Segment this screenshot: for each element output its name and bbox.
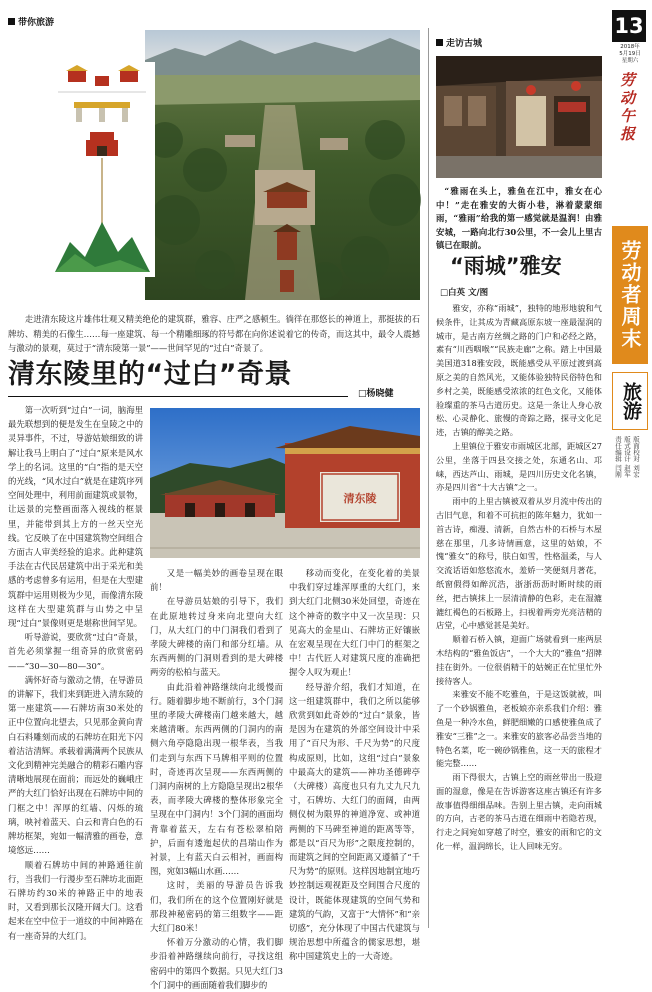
aerial-photo-tombs [145,30,420,300]
column-name-banner: 劳动者周末 [612,226,648,364]
paragraph: 怀着万分激动的心情，我们脚步沿着神路继续向前行，寻找这组密码中的第四个数据。只见大红门3个门洞中的画面随着我们脚步的 [150,937,283,990]
paper-name-logo: 劳动午报 [618,72,636,144]
category-tag: 旅游 [612,372,648,430]
svg-text:清东陵: 清东陵 [343,492,377,505]
inset-diagram-gate [50,62,155,277]
paragraph: 上里镇位于雅安市雨城区北部，距城区27公里，坐落于四县交接之处，东通名山、邛崃，西达芦山、雨城，是四川历史文化名镇，亦是四川省“十大古镇”之一。 [436,440,602,493]
paragraph: 这时，美丽的导游员告诉我们，我们所在的这个位置刚好就是那段神秘密码的第三组数字——距大红门80米！ [150,880,283,934]
section-square-icon [436,39,443,46]
inset-diagram-art [50,62,155,277]
section-square-icon [8,18,15,25]
editor-credit: 责任编辑 闫刚 [614,436,622,478]
old-street-photo [436,56,602,178]
paragraph: 又是一幅美妙的画卷呈现在眼前！ [150,568,283,593]
paragraph: 由此沿着神路继续向北缓慢而行。随着脚步地不断前行，3个门洞里的孝陵大碑楼南门越来越大，越来越清晰。东西两侧的门洞内的南侧六角亭隐隐出现一根华表，当我们走到与东西下马牌相平则的位置时，奇迹再次呈现——东西两侧的门洞内南树的上方隐隐呈现出2根华表，而孝陵大碑楼的整体形象完全呈现在中门洞内！3个门洞的画面均背靠着蓝天，左右有苍松翠柏陪护，后面有逶迤起伏的昌瑞山作为衬景，上有蓝天白云相衬，画面构图，宛如3幅山水画…… [150,681,283,877]
designer-credit: 版式设计 赵军 [623,436,631,478]
old-street-photo-art [436,56,602,178]
page-number: 13 [612,10,646,42]
left-article-column-2 [150,566,283,990]
paragraph: 移动而变化，在变化着的美景中我们穿过雄浑厚重的大红门，来到大红门北侧30米处回望，奇迹在这个神奇的数字中又一次呈现：只见高大的金星山、石牌坊正好镶嵌在宏观呈现在大红门中门的框架之中！古代匠人对建筑尺度的准确把握令人叹为观止！ [289,568,420,678]
right-article-byline: □白英 文/图 [440,288,489,298]
paragraph: 经导游介绍，我们才知道，在这一组建筑群中，我们之所以能够欣赏到如此奇妙的“过白”景象，皆是因为在建筑的外部空间设计中采用了“百尺为形、千尺为势”的尺度构成原则，比如，这组“过白”景象中最高大的建筑——神功圣德碑亭（大碑楼）高度也只有九丈九尺九寸，石牌坊、大红门的面阔，由两侧仪树为限界的神道净宽、或神道两侧的下马碑至神道的距离等等，都是以“百尺为形”之限度控制的，而建筑之间的空间距离又遵循了“千尺为势”的原则。这样因地制宜地巧妙控制远观视距及空间围合尺度的设计，既能体现建筑的空间气势和建筑的气韵，又富于“大情怀”和“亲切感”，充分体现了中国古代建筑与规治思想中所蕴含的儒家思想，堪称中国建筑史上的一大奇迹。 [289,681,420,962]
paragraph: 第一次听到“过白”一词，脑海里最先联想到的便是发生在皇陵之中的灵异事件，不过，导游姑娘细致的讲解让我马上明白了“过白”原来是风水学上的名词。这里的“白”指的是天空的光线，“风水过白”就是在建筑序列空间处理中，利用前面建筑或景物，让远景的完整画面落入视线的框景里，并能带到其上方的一丝天空光线。它反映了在中国建筑物空间组合方面古人审美经验的追求。此种建筑手法在古代民居建筑中出于采光和美感的考虑曾多有运用，但是在大型建筑群中运用则极为少见，而像清东陵这样在大型建筑群与山势之中呈现“过白”景像则更是堪称世间罕见。 [8,405,143,629]
section-label-right [436,36,482,49]
section-label-left [8,15,54,28]
paragraph: 满怀好奇与激动之情，在导游员的讲解下，我们来到距进入清东陵的第一座建筑——石牌坊南30米处的正中位置向北望去，只见那金黄向青白石料雕刻而成的石牌坊在阳光下闪着洁洁清辉。承载着满满两个民族从文化到精神完美融合的精彩石雕内容清晰地展现在面前；而远处的巍峨庄严的大红门恰好出现在石牌坊中间的门框之中！浑厚的红墙、闪烁的琉璃，映衬着蓝天、白云和青白色的石牌坊框架，宛如一幅清雅的画卷，意境悠远…… [8,674,143,856]
column-divider [428,28,429,928]
paragraph: 顺着石桥入镇，迎面广场就看到一座两层木结构的“雅鱼饭店”，一个大大的“雅鱼”招牌挂在街外。一位很俏精干的姑婉正在忙里忙外接待客人。 [436,634,602,686]
issue-date [612,44,648,65]
aerial-photo-art [145,30,420,300]
right-article-body [436,302,602,928]
paragraph: 在导游员姑娘的引导下，我们在此原地转过身来向北望向大红门，从大红门的中门洞我们看到了孝陵大碑楼的南门和部分红墙。从东西两侧的门洞则看到的是大碑楼两旁的松柏与蓝天。 [150,596,283,678]
staff-credits [614,436,640,531]
paragraph: 雅安，亦称“雨城”，独特的地形地貌和气候条件，让其成为青藏高原东坡一座最湿润的城市，是古南方丝绸之路的门户和必经之路，素有“川西咽喉”“民族走廊”之称。踏上中国最美国道318雅安段，既能感受从平原过渡到高原之美的自然风光，又能体验独特民俗特色和乡村之美，既能感受浓浓的红色文化，又能体验璨重的茶马古道历史。这是一条让人身心放松、心灵静化、旅慢的奇踪之路，探寻文化足迹，古镇的醇美之路。 [436,303,602,438]
proofreader-credit: 版面校对 刘宏 [632,436,640,478]
left-article-headline: 清东陵里的“过白”奇景 [8,359,292,390]
left-article-byline: □杨晓健 [358,389,394,399]
date-day: 5月19日 [619,51,641,57]
section-label-text: 带你旅游 [18,18,55,28]
headline-rule [8,396,348,397]
date-weekday: 星期六 [621,58,639,64]
paragraph: 听导游说，要欣赏“过白”奇景，首先必须掌握一组奇异的欣赏密码——“30—30—80—30”。 [8,632,143,671]
date-year: 2018年 [620,44,640,50]
right-photo-caption: “雅雨在头上，雅鱼在江中，雅女在心中！”走在雅安的大街小巷，淋着蒙蒙细雨，“雅雨”给我的第一感觉就是温润！由雅安城，一路向北行30公里，不一会儿上里古镇已在眼前。 [436,186,602,250]
right-article-headline: “雨城”雅安 [450,254,562,278]
gate-photo [150,408,420,558]
paragraph: 来雅安不能不吃雅鱼，于是这饭就被，叫了一个砂锅雅鱼，老板娘亦亲系我们介绍：雅鱼是一种冷水鱼，鲜肥细嫩的口感使雅鱼成了雅安“三雅”之一。来雅安的旅客必品尝当地的特色名菜，吃一碗砂锅雅鱼，这一天的旅程才能完整…… [436,689,602,769]
left-article-column-1 [8,403,143,941]
gate-photo-art [150,408,420,558]
paragraph: 雨下得很大，古镇上空的雨丝带出一股迎面的湿意，像是在告诉游客这座古镇还有许多故事值得细细品味。告别上里古镇，走向雨城的方向，古老的茶马古道在细雨中若隐若现，行走之间宛如穿越了时空，雅安的雨和它的文化一样，温润绵长，让人回味无穷。 [436,772,602,852]
left-article-lead: 走进清东陵这片雄伟壮观又精美绝伦的建筑群，雅容、庄严之感顿生。徜徉在那悠长的神道上，那挺拔的石牌坊、精美的石像生……每一座建筑、每一个精雕细琢的符号都在向你述说着它的传奇，而这其中，最令人震撼与激动的景观，莫过于“清东陵第一景”——世间罕见的“过白”奇景了。 [8,314,420,353]
paragraph: 顺着石牌坊中间的神路通往前行，当我们一行漫步至石牌坊北面距石牌坊约30米的神路正中的地表时，又看到那长汉隆开阔大门。这看起来在空中位于一道纹的中间神路在有一座奇异的大红门。 [8,859,143,941]
section-label-text: 走访古城 [446,39,483,49]
paragraph: 雨中的上里古镇被双着从岁月流中传出的古旧气息，和着不可抗拒的陈年魅力，犹如一首古诗，痴漫、清新，自然古朴的石桥与木屋慈在那里，几多诗情画意，这里的姑娘，不愧“雅女”的称号，肤白如雪，性格温柔，与人交流话语如悠悠流水，羞娇一笑便刻月著花，纸窗假得如醉沉浩，浙浙沥沥时断时续的雨丝，把古镇抹上一层清清静的色彩，走在湿漉漉红褐色的石板路上，扫视着两旁光亮洁精的店堂，心中感觉甚是美好。 [436,496,602,631]
left-article-column-3 [289,566,420,962]
